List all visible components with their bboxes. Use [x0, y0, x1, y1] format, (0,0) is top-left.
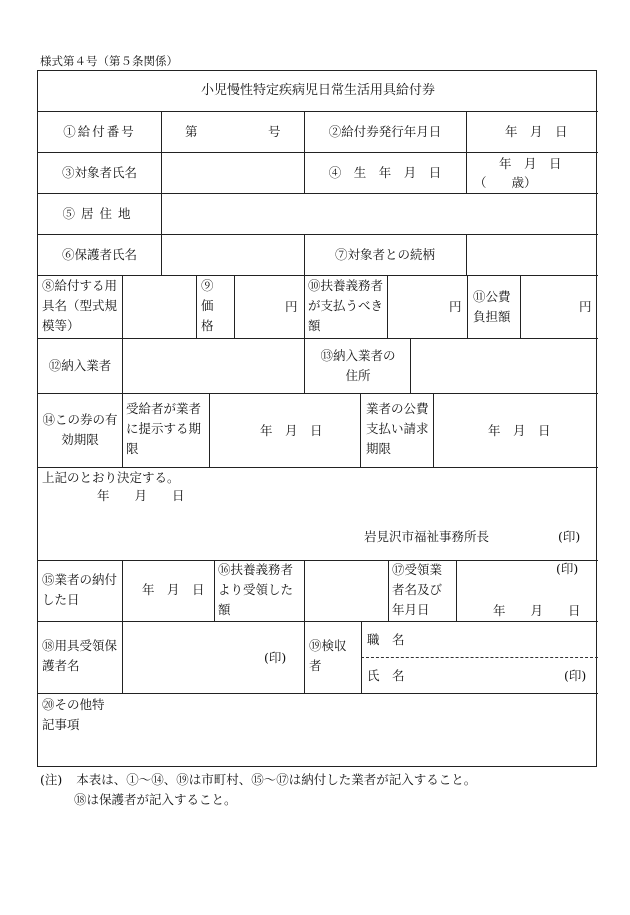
label-issue-date: ②給付券発行年月日 — [328, 124, 442, 139]
label-job-title: 職 名 — [367, 632, 405, 647]
label-price: ⑨価格 — [201, 278, 214, 333]
receipt-seal: (印) — [556, 561, 579, 576]
label-inspector-name: 氏 名 — [367, 668, 405, 683]
decision-text: 上記のとおり決定する。 — [42, 470, 180, 485]
label-relationship: ⑦対象者との続柄 — [334, 247, 435, 262]
label-item-name: ⑧給付する用具名（型式規模等） — [42, 278, 118, 333]
form-notes — [40, 770, 476, 810]
claim-deadline-date[interactable]: 年 月 日 — [488, 423, 551, 438]
form-code: 様式第４号（第５条関係） — [40, 54, 178, 68]
label-recipient-guardian: ⑱用具受領保護者名 — [42, 638, 118, 673]
voucher-form — [37, 70, 597, 767]
notes-prefix: (注) — [40, 772, 63, 787]
label-validity: ⑭この券の有効期限 — [42, 412, 118, 447]
label-vendor-address: ⑬納入業者の住所 — [320, 348, 396, 383]
label-subject-name: ③対象者氏名 — [61, 165, 137, 180]
notes-line2: ⑱は保護者が記入すること。 — [74, 792, 237, 807]
recipient-seal: (印) — [264, 650, 287, 665]
issue-date-field[interactable]: 年 月 日 — [505, 124, 568, 139]
label-vendor: ⑫納入業者 — [48, 358, 112, 373]
label-delivery-date: ⑮業者の納付した日 — [42, 572, 118, 607]
label-claim-deadline: 業者の公費支払い請求期限 — [366, 401, 429, 456]
label-grant-number: ①給付番号 — [63, 124, 136, 139]
notes-line1: 本表は、①～⑭、⑲は市町村、⑮～⑰は納付した業者が記入すること。 — [76, 772, 477, 787]
inspector-seal: (印) — [564, 668, 587, 683]
label-guardian-name: ⑥保護者氏名 — [61, 247, 137, 262]
label-birth-date: ④ 生 年 月 日 — [328, 165, 442, 180]
label-support-payment: ⑩扶養義務者が支払うべき額 — [308, 278, 384, 333]
grant-number-prefix: 第 — [185, 124, 198, 139]
label-inspector: ⑲検収者 — [309, 638, 347, 673]
present-deadline-date[interactable]: 年 月 日 — [260, 423, 323, 438]
label-received-amount: ⑯扶養義務者より受領した額 — [218, 562, 294, 617]
label-present-deadline: 受給者が業者に提示する期限 — [126, 401, 202, 456]
receipt-date-field[interactable]: 年 月 日 — [493, 603, 581, 618]
public-yen: 円 — [579, 299, 592, 314]
label-receipt-vendor: ⑰受領業者名及び年月日 — [392, 562, 443, 617]
grant-number-suffix: 号 — [268, 124, 281, 139]
birth-date-field[interactable]: 年 月 日 — [499, 156, 562, 171]
issuer-seal: (印) — [558, 529, 581, 544]
issuer-name: 岩見沢市福祉事務所長 — [364, 529, 490, 544]
support-yen: 円 — [449, 299, 462, 314]
price-yen: 円 — [285, 299, 298, 314]
label-public-share: ⑪公費負担額 — [473, 289, 511, 324]
age-field[interactable]: （ 歳） — [474, 175, 537, 190]
label-other-notes: ⑳その他特記事項 — [42, 697, 105, 732]
label-address: ⑤居住地 — [62, 206, 137, 221]
form-title: 小児慢性特定疾病児日常生活用具給付券 — [200, 83, 435, 98]
decision-date[interactable]: 年 月 日 — [97, 488, 185, 503]
delivery-date-field[interactable]: 年 月 日 — [142, 582, 205, 597]
